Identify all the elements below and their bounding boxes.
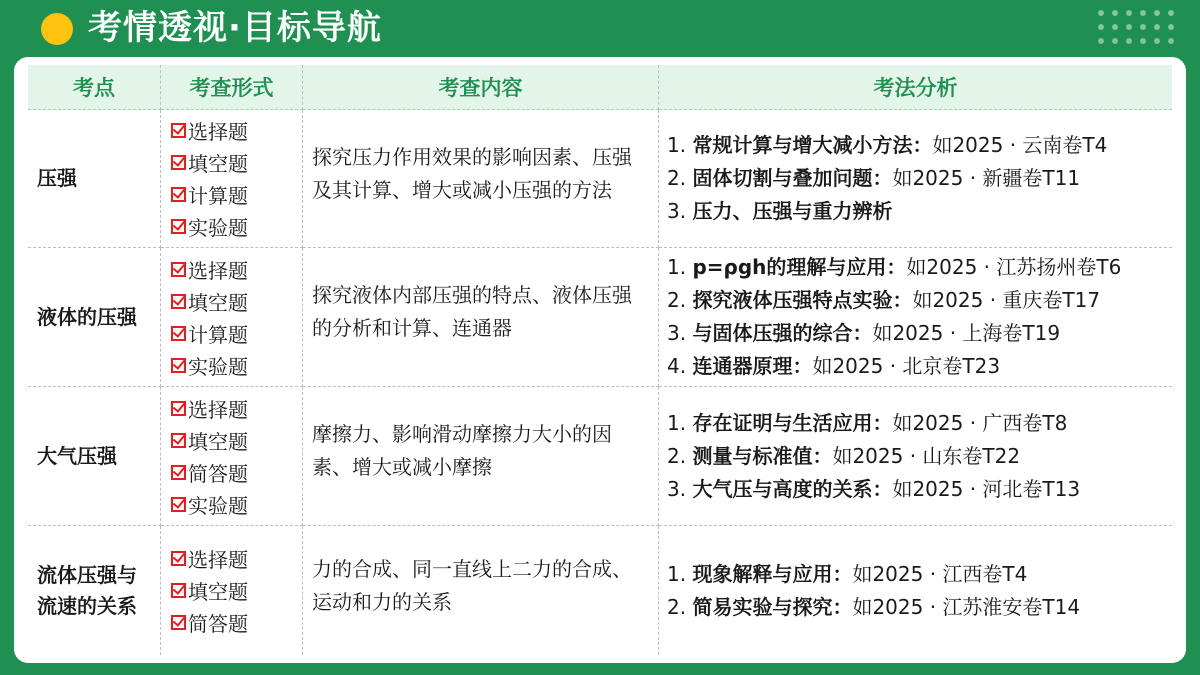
question-form-label: 选择题 (188, 258, 248, 283)
question-form-label: 选择题 (188, 120, 248, 144)
analysis-item (667, 407, 1172, 440)
exam-analysis-cell (659, 526, 1172, 655)
checkbox-checked-icon (171, 465, 186, 480)
question-form-label: 实验题 (188, 216, 248, 240)
analysis-item (667, 317, 1172, 350)
decorative-dot (1168, 10, 1174, 16)
analysis-item (667, 591, 1172, 624)
exam-content-cell (303, 526, 659, 655)
decorative-dot (1098, 38, 1104, 44)
title-bullet-dot (41, 13, 73, 45)
question-form-label: 实验题 (188, 493, 248, 518)
question-form-label: 填空题 (188, 429, 248, 454)
topic-label: 大气压强 (37, 443, 117, 468)
question-form-item (171, 285, 302, 317)
decorative-dot (1140, 38, 1146, 44)
analysis-item (667, 440, 1172, 473)
exam-content-cell (303, 248, 659, 387)
analysis-heading: p=ρgh的理解与应用： (692, 255, 907, 279)
question-form-item (171, 424, 302, 456)
decorative-dot (1154, 10, 1160, 16)
checkbox-checked-icon (171, 155, 186, 170)
question-form-label: 计算题 (188, 322, 248, 347)
topic-cell (28, 110, 161, 248)
analysis-reference: 如2025 · 江苏扬州卷T6 (906, 255, 1122, 279)
analysis-item (667, 129, 1172, 162)
decorative-dot (1154, 24, 1160, 30)
question-form-item (171, 349, 302, 381)
analysis-number: 3. (667, 199, 687, 223)
decorative-dot (1126, 38, 1132, 44)
topic-cell (28, 526, 161, 655)
exam-content-cell (303, 110, 659, 248)
question-forms-cell (161, 387, 303, 526)
analysis-reference: 如2025 · 广西卷T8 (892, 410, 1068, 435)
decorative-dot (1168, 24, 1174, 30)
analysis-heading: 连通器原理： (692, 354, 813, 378)
question-form-item (171, 488, 302, 520)
question-form-item (171, 392, 302, 424)
analysis-reference: 如2025 · 上海卷T19 (872, 321, 1061, 345)
analysis-heading: 存在证明与生活应用： (692, 410, 893, 435)
analysis-number: 2. (667, 288, 687, 312)
column-header: 考点 (28, 65, 161, 110)
analysis-reference: 如2025 · 江西卷T4 (852, 561, 1028, 586)
checkbox-checked-icon (171, 123, 186, 138)
analysis-item (667, 350, 1172, 383)
question-form-item (171, 456, 302, 488)
analysis-number: 2. (667, 166, 687, 190)
analysis-heading: 常规计算与增大减小方法： (692, 133, 933, 157)
exam-analysis-table (28, 65, 1172, 655)
decorative-dot (1112, 10, 1118, 16)
question-form-label: 选择题 (188, 397, 248, 422)
question-form-label: 实验题 (188, 354, 248, 379)
checkbox-checked-icon (171, 262, 186, 277)
question-form-label: 简答题 (188, 612, 248, 636)
analysis-reference: 如2025 · 重庆卷T17 (912, 288, 1101, 312)
checkbox-checked-icon (171, 551, 186, 566)
analysis-number: 1. (667, 410, 687, 435)
decorative-dot (1168, 38, 1174, 44)
analysis-reference: 如2025 · 云南卷T4 (932, 133, 1108, 157)
analysis-reference: 如2025 · 新疆卷T11 (892, 166, 1081, 190)
topic-label: 压强 (37, 166, 77, 190)
analysis-number: 1. (667, 255, 687, 279)
exam-analysis-cell (659, 387, 1172, 526)
analysis-heading: 与固体压强的综合： (692, 321, 873, 345)
analysis-number: 2. (667, 443, 687, 468)
question-forms-cell (161, 110, 303, 248)
question-form-item (171, 543, 302, 575)
analysis-item (667, 473, 1172, 506)
decorative-dot (1126, 24, 1132, 30)
question-form-item (171, 147, 302, 179)
question-form-item (171, 575, 302, 607)
decorative-dot (1098, 24, 1104, 30)
column-header: 考查内容 (303, 65, 659, 110)
checkbox-checked-icon (171, 358, 186, 373)
checkbox-checked-icon (171, 401, 186, 416)
analysis-heading: 大气压与高度的关系： (692, 476, 893, 501)
analysis-reference: 如2025 · 北京卷T23 (812, 354, 1001, 378)
decorative-dot (1140, 10, 1146, 16)
analysis-number: 3. (667, 476, 687, 501)
decorative-dot (1112, 38, 1118, 44)
exam-content-text: 力的合成、同一直线上二力的合成、运动和力的关系 (312, 556, 632, 614)
content-card (14, 57, 1186, 663)
analysis-number: 4. (667, 354, 687, 378)
question-forms-cell (161, 248, 303, 387)
analysis-reference: 如2025 · 江苏淮安卷T14 (852, 594, 1081, 619)
question-form-item (171, 317, 302, 349)
checkbox-checked-icon (171, 294, 186, 309)
analysis-item (667, 251, 1172, 284)
column-header: 考查形式 (161, 65, 303, 110)
analysis-number: 3. (667, 321, 687, 345)
checkbox-checked-icon (171, 615, 186, 630)
checkbox-checked-icon (171, 433, 186, 448)
topic-label: 液体的压强 (37, 304, 137, 329)
decorative-dot (1126, 10, 1132, 16)
column-header: 考法分析 (659, 65, 1172, 110)
exam-content-cell (303, 387, 659, 526)
analysis-heading: 固体切割与叠加问题： (692, 166, 893, 190)
decorative-dot (1098, 10, 1104, 16)
exam-content-text: 探究压力作用效果的影响因素、压强及其计算、增大或减小压强的方法 (312, 144, 632, 202)
analysis-item (667, 195, 1172, 228)
analysis-number: 1. (667, 133, 687, 157)
page-title: 考情透视·目标导航 (88, 8, 382, 48)
question-form-label: 填空题 (188, 152, 248, 176)
question-form-item (171, 115, 302, 147)
analysis-item (667, 162, 1172, 195)
question-form-label: 填空题 (188, 290, 248, 315)
question-form-item (171, 253, 302, 285)
question-form-label: 计算题 (188, 184, 248, 208)
checkbox-checked-icon (171, 326, 186, 341)
analysis-heading: 简易实验与探究： (692, 594, 853, 619)
analysis-number: 1. (667, 561, 687, 586)
checkbox-checked-icon (171, 187, 186, 202)
question-forms-cell (161, 526, 303, 655)
exam-content-text: 探究液体内部压强的特点、液体压强的分析和计算、连通器 (312, 283, 632, 340)
checkbox-checked-icon (171, 583, 186, 598)
analysis-heading: 测量与标准值： (692, 443, 833, 468)
decorative-dot (1140, 24, 1146, 30)
analysis-heading: 压力、压强与重力辨析 (692, 199, 893, 223)
checkbox-checked-icon (171, 497, 186, 512)
decorative-dot (1154, 38, 1160, 44)
topic-label: 流体压强与流速的关系 (37, 562, 137, 618)
analysis-number: 2. (667, 594, 687, 619)
exam-analysis-cell (659, 110, 1172, 248)
question-form-label: 简答题 (188, 461, 248, 486)
question-form-item (171, 211, 302, 243)
question-form-label: 填空题 (188, 580, 248, 604)
analysis-item (667, 558, 1172, 591)
topic-cell (28, 248, 161, 387)
exam-analysis-cell (659, 248, 1172, 387)
question-form-item (171, 179, 302, 211)
analysis-heading: 探究液体压强特点实验： (692, 288, 913, 312)
question-form-label: 选择题 (188, 548, 248, 572)
analysis-reference: 如2025 · 河北卷T13 (892, 476, 1081, 501)
analysis-item (667, 284, 1172, 317)
analysis-heading: 现象解释与应用： (692, 561, 853, 586)
topic-cell (28, 387, 161, 526)
checkbox-checked-icon (171, 219, 186, 234)
question-form-item (171, 607, 302, 639)
header-bar (0, 0, 1200, 58)
exam-content-text: 摩擦力、影响滑动摩擦力大小的因素、增大或减小摩擦 (312, 422, 612, 479)
decorative-dot (1112, 24, 1118, 30)
decorative-dots-pattern (1098, 10, 1178, 50)
analysis-reference: 如2025 · 山东卷T22 (832, 443, 1021, 468)
